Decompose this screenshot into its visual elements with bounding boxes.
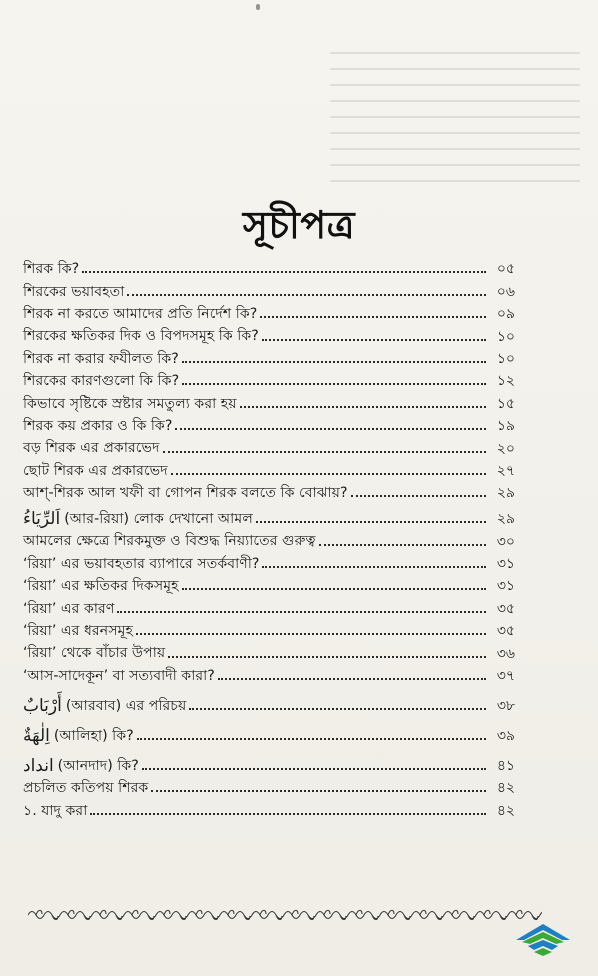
toc-entry-leader-dots — [182, 361, 486, 363]
toc-entry — [23, 551, 515, 573]
toc-entry-page-number: ৩৫ — [496, 600, 515, 617]
toc-entry-label: শিরকের ক্ষতিকর দিক ও বিপদসমূহ কি কি? — [23, 328, 259, 345]
toc-entry-page-number: ২৯ — [496, 511, 515, 528]
toc-entry-leader-dots — [240, 406, 486, 408]
toc-entry-label: (আরবাব) এর পরিচয় — [65, 697, 187, 714]
toc-entry — [23, 346, 515, 368]
toc-entry — [23, 640, 515, 662]
toc-entry-leader-dots — [182, 383, 486, 385]
toc-entry — [23, 256, 515, 278]
toc-entry — [23, 458, 515, 480]
toc-entry-label: ‘রিয়া’ এর ধরনসমূহ — [23, 623, 133, 640]
toc-entry-leader-dots — [260, 316, 486, 318]
toc-entry-label: (আলিহা) কি? — [53, 727, 134, 744]
toc-entry-label: (আনদাদ) কি? — [57, 757, 139, 774]
toc-entry-leader-dots — [90, 813, 486, 815]
toc-entry-leader-dots — [168, 656, 486, 658]
toc-entry-leader-dots — [163, 451, 487, 453]
toc-entry-leader-dots — [262, 339, 486, 341]
toc-entry — [23, 775, 515, 797]
toc-entry-label: কিভাবে সৃষ্টিকে স্রষ্টার সমতুল্য করা হয় — [23, 395, 237, 412]
toc-entry-page-number: ২০ — [496, 440, 515, 457]
toc-entry — [23, 390, 515, 412]
toc-entry-leader-dots — [319, 544, 486, 546]
toc-entry-leader-dots — [218, 678, 486, 680]
toc-entry-label: বড় শিরক এর প্রকারভেদ — [23, 440, 160, 457]
toc-entry-label: শিরক না করার ফযীলত কি? — [23, 350, 179, 367]
publisher-logo-icon — [512, 918, 574, 958]
toc-entry — [23, 301, 515, 323]
toc-entry-page-number: ০৫ — [496, 261, 515, 278]
toc-entry-leader-dots — [136, 633, 486, 635]
page-title: সূচীপত্র — [242, 203, 356, 247]
table-of-contents — [23, 256, 515, 820]
toc-entry-arabic: أَرْبَابٌ — [23, 696, 62, 717]
toc-entry-page-number: ৩৬ — [496, 645, 515, 662]
toc-entry-page-number: ০৬ — [496, 283, 515, 300]
toc-entry-label: ‘রিয়া’ এর ভয়াবহতার ব্যাপারে সতর্কবাণী? — [23, 555, 260, 572]
toc-entry — [23, 745, 515, 775]
toc-entry-page-number: ৩৭ — [496, 668, 515, 685]
toc-entry — [23, 797, 515, 819]
toc-entry-leader-dots — [175, 428, 486, 430]
toc-entry-page-number: ৩১ — [496, 556, 515, 573]
toc-entry-arabic: اَلرِّيَاءُ — [23, 509, 61, 530]
toc-entry-label: ‘আস-সাদেকূন’ বা সত্যবাদী কারা? — [23, 667, 215, 684]
toc-entry — [23, 323, 515, 345]
toc-entry-label: ১. যাদু করা — [23, 802, 88, 819]
toc-entry-leader-dots — [189, 708, 486, 710]
toc-entry-page-number: ৩০ — [496, 533, 515, 550]
toc-entry-arabic: انداد — [23, 756, 54, 777]
toc-entry-leader-dots — [262, 566, 486, 568]
toc-entry-page-number: ২৯ — [496, 485, 515, 502]
toc-entry-page-number: ৪২ — [496, 802, 515, 819]
toc-entry — [23, 685, 515, 715]
toc-entry-page-number: ৩১ — [496, 578, 515, 595]
toc-entry-arabic: اِلٰهَةٌ — [23, 726, 50, 747]
ink-speck — [256, 4, 260, 10]
toc-entry — [23, 502, 515, 528]
toc-entry-leader-dots — [151, 790, 486, 792]
toc-entry-page-number: ৩৮ — [496, 698, 515, 715]
toc-entry — [23, 618, 515, 640]
toc-entry — [23, 528, 515, 550]
ornamental-border — [28, 906, 542, 924]
toc-entry-leader-dots — [351, 495, 486, 497]
toc-entry — [23, 480, 515, 502]
toc-entry-page-number: ৪১ — [496, 758, 515, 775]
toc-entry — [23, 573, 515, 595]
toc-entry — [23, 368, 515, 390]
toc-entry-label: আশ্-শিরক আল খফী বা গোপন শিরক বলতে কি বোঝায়? — [23, 485, 348, 502]
toc-entry-page-number: ১২ — [496, 373, 515, 390]
toc-entry-page-number: ১০ — [496, 350, 515, 367]
toc-entry-leader-dots — [117, 611, 486, 613]
toc-entry — [23, 435, 515, 457]
toc-entry — [23, 278, 515, 300]
toc-entry-page-number: ৪২ — [496, 780, 515, 797]
toc-entry-label: শিরকের ভয়াবহতা — [23, 283, 125, 300]
toc-entry-page-number: ২৭ — [496, 462, 515, 479]
toc-entry-label: শিরকের কারণগুলো কি কি? — [23, 373, 180, 390]
toc-entry-label: ছোট শিরক এর প্রকারভেদ — [23, 462, 168, 479]
toc-entry-leader-dots — [142, 768, 486, 770]
toc-entry-leader-dots — [182, 588, 486, 590]
toc-entry-label: শিরক কি? — [23, 261, 80, 278]
toc-entry-leader-dots — [82, 271, 486, 273]
toc-entry — [23, 715, 515, 745]
toc-entry-leader-dots — [256, 521, 486, 523]
toc-entry-label: ‘রিয়া’ এর কারণ — [23, 600, 115, 617]
toc-entry-label: (আর-রিয়া) লোক দেখানো আমল — [64, 511, 253, 528]
toc-entry — [23, 595, 515, 617]
toc-entry-leader-dots — [171, 473, 486, 475]
toc-entry-page-number: ০৯ — [496, 306, 515, 323]
toc-entry — [23, 663, 515, 685]
toc-entry — [23, 413, 515, 435]
toc-entry-leader-dots — [127, 294, 486, 296]
toc-entry-page-number: ১৫ — [496, 395, 515, 412]
toc-entry-label: ‘রিয়া’ এর ক্ষতিকর দিকসমূহ — [23, 578, 179, 595]
toc-entry-label: শিরক না করতে আমাদের প্রতি নির্দেশ কি? — [23, 305, 258, 322]
toc-entry-label: আমলের ক্ষেত্রে শিরকমুক্ত ও বিশুদ্ধ নিয়্যাতের গুরুত্ব — [23, 533, 316, 550]
bleed-through-text — [330, 38, 580, 196]
toc-entry-page-number: ১৯ — [496, 418, 515, 435]
toc-entry-label: শিরক কয় প্রকার ও কি কি? — [23, 417, 173, 434]
toc-entry-leader-dots — [137, 738, 486, 740]
toc-entry-page-number: ৩৫ — [496, 623, 515, 640]
toc-entry-page-number: ৩৯ — [496, 728, 515, 745]
toc-entry-label: প্রচলিত কতিপয় শিরক — [23, 780, 149, 797]
toc-entry-page-number: ১০ — [496, 328, 515, 345]
toc-entry-label: ‘রিয়া’ থেকে বাঁচার উপায় — [23, 645, 166, 662]
